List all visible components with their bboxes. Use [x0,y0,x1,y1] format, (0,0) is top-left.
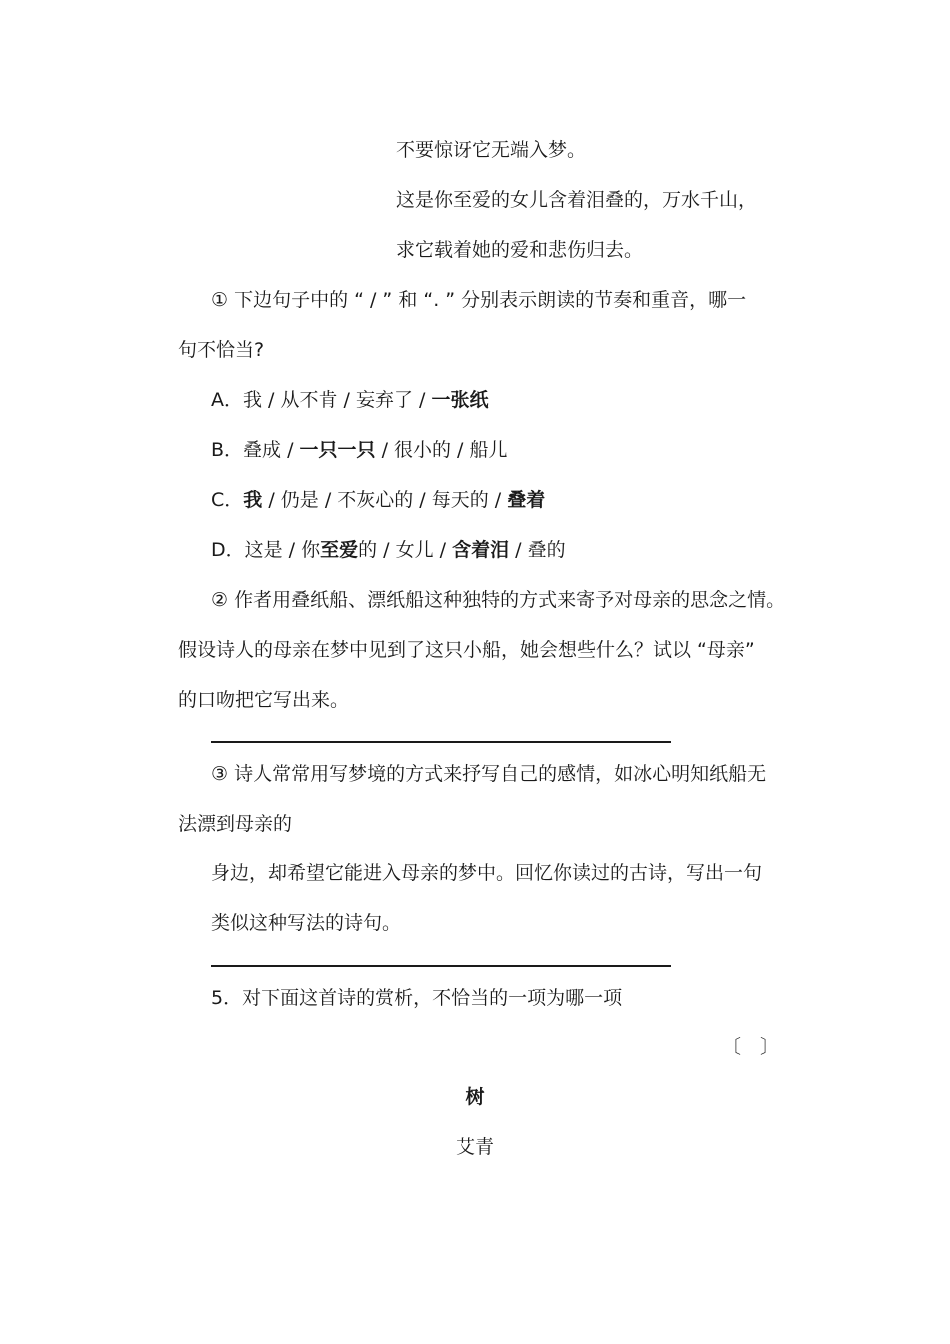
q2-prompt: ② 作者用叠纸船、漂纸船这种独特的方式来寄予对母亲的思念之情。 [211,589,786,611]
poem-line: 这是你至爱的女儿含着泪叠的，万水千山， [396,189,758,211]
option-text: D．这是 / 你 [211,539,321,561]
q1-prompt: ① 下边句子中的 “ / ” 和 “. ” 分别表示朗读的节奏和重音，哪一 [211,289,747,311]
q3-prompt-cont: 法漂到母亲的 [178,813,293,835]
poem-line: 求它载着她的爱和悲伤归去。 [396,239,644,261]
q2-prompt-cont: 假设诗人的母亲在梦中见到了这只小船，她会想些什么？试以 “母亲” [178,639,755,661]
option-a [211,387,488,413]
option-text: / 仍是 / 不灰心的 / 每天的 / [262,489,508,511]
option-text: C． [211,489,244,511]
q3-prompt: ③ 诗人常常用写梦境的方式来抒写自己的感情，如冰心明知纸船无 [211,763,767,785]
option-c [211,487,545,513]
q3-prompt-cont: 身边，却希望它能进入母亲的梦中。回忆你读过的古诗，写出一句 [211,862,763,884]
stressed-text: 至爱 [320,539,359,561]
q2-prompt-cont: 的口吻把它写出来。 [178,689,350,711]
answer-blank[interactable] [211,741,671,743]
q1-prompt-cont: 句不恰当? [178,339,265,361]
q5-prompt: 5．对下面这首诗的赏析，不恰当的一项为哪一项 [211,987,623,1009]
stressed-text: 我 [243,489,263,511]
poem-author: 艾青 [455,1136,494,1158]
poem-title: 树 [465,1086,485,1108]
option-text: B．叠成 / [211,439,300,461]
option-d [211,537,566,563]
stressed-text: 叠着 [507,489,546,511]
poem-line: 不要惊讶它无端入梦。 [396,139,587,161]
option-b [211,437,508,463]
option-text: 的 / 女儿 / [358,539,453,561]
stressed-text: 一张纸 [431,389,489,411]
option-text: / 很小的 / 船儿 [375,439,508,461]
stressed-text: 一只一只 [299,439,376,461]
answer-bracket[interactable]: 〔 〕 [722,1036,780,1058]
option-text: A．我 / 从不肯 / 妄弃了 / [211,389,432,411]
stressed-text: 含着泪 [452,539,510,561]
answer-blank[interactable] [211,965,671,967]
option-text: / 叠的 [509,539,566,561]
q3-prompt-cont: 类似这种写法的诗句。 [211,912,402,934]
